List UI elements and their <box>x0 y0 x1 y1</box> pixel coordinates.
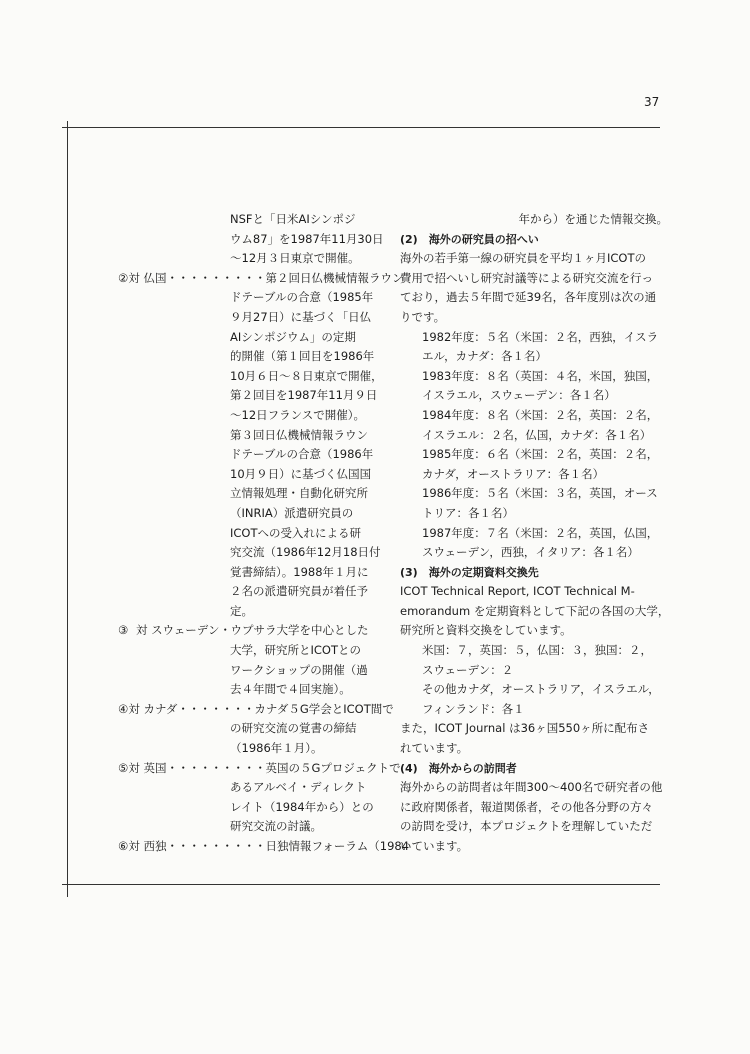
text-line: りです。 <box>400 309 446 324</box>
text-line: 研究所と資料交換をしています。 <box>400 623 572 638</box>
section-heading: (2) 海外の研究員の招へい <box>400 232 539 246</box>
footer-rule <box>62 884 660 885</box>
year-line-cont: イスラエル，スウェーデン：各１名） <box>422 388 616 403</box>
text-line: また，ICOT Journal は36ヶ国550ヶ所に配布さ <box>400 721 650 736</box>
text-line: 日独情報フォーラム（1984 <box>265 839 410 853</box>
text-line: （1986年１月）。 <box>230 741 323 756</box>
exchange-entry-france <box>118 269 404 622</box>
entry-number: ② <box>118 270 129 285</box>
text-line: ドテーブルの合意（1986年 <box>230 447 374 462</box>
exchange-entry-sweden <box>118 621 380 699</box>
text-line: ウム87」を1987年11月30日 <box>230 231 384 246</box>
exchange-entry-canada <box>118 700 394 759</box>
text-line: レイト（1984年から）との <box>230 799 374 814</box>
year-line: 1985年度：６名（米国：２名，英国：２名， <box>422 447 659 462</box>
text-line: 覚書締結）。1988年１月に <box>230 564 369 579</box>
text-line: 去４年間で４回実施）。 <box>230 682 351 697</box>
list-item-cont: スウェーデン：２ <box>422 662 514 677</box>
text-line: の研究交流の覚書の締結 <box>230 721 357 736</box>
year-line: 1983年度：８名（英国：４名，米国，独国， <box>422 368 659 383</box>
text-line: カナダ５G学会とICOT間で <box>254 701 394 716</box>
list-item-cont: フィンランド：各１ <box>422 701 525 716</box>
text-line: の訪問を受け，本プロジェクトを理解していただ <box>400 819 653 834</box>
text-line: 第２回日仏機械情報ラウン <box>265 270 404 285</box>
text-line: ワークショップの開催（過 <box>230 662 368 677</box>
text-line: 定。 <box>230 603 253 618</box>
text-line: 研究交流の討議。 <box>230 819 322 834</box>
section-heading: (3) 海外の定期資料交換先 <box>400 565 539 579</box>
section-heading: (4) 海外からの訪問者 <box>400 761 517 775</box>
entry-number: ③ <box>118 623 129 638</box>
list-item: 米国：７，英国：５，仏国：３，独国：２， <box>422 643 652 658</box>
text-line: AIシンポジウム」の定期 <box>230 329 356 344</box>
text-line: 第２回目を1987年11月９日 <box>230 388 378 403</box>
entry-country: 対 英国 <box>128 760 167 775</box>
year-line-cont: エル，カナダ：各１名） <box>422 349 548 364</box>
year-line-cont: スウェーデン，西独，イタリア：各１名） <box>422 545 639 560</box>
text-line: ドテーブルの合意（1985年 <box>230 290 374 305</box>
leader-dots: ・ <box>219 623 231 638</box>
continuation-line: 年から）を通じた情報交換。 <box>518 212 668 226</box>
year-line: 1987年度：７名（米国：２名，英国，仏国， <box>422 525 659 540</box>
year-line: 1984年度：８名（米国：２名，英国：２名， <box>422 407 659 422</box>
entry-country: 対 西独 <box>128 839 167 853</box>
year-line-cont: カナダ，オーストラリア：各１名） <box>422 466 605 481</box>
text-line: に政府関係者，報道関係者，その他各分野の方々 <box>400 799 653 814</box>
text-line: ２名の派遣研究員が着任予 <box>230 584 368 599</box>
margin-rule <box>67 121 68 897</box>
text-line: ウプサラ大学を中心とした <box>230 623 369 638</box>
leader-dots: ・・・・・・・・・ <box>166 270 266 285</box>
entry-number: ⑥ <box>118 839 129 853</box>
page-number: 37 <box>644 95 660 109</box>
text-line: あるアルベイ・ディレクト <box>230 780 367 795</box>
year-line-cont: トリア：各１名） <box>422 505 514 520</box>
text-line: 大学，研究所とICOTとの <box>230 643 361 658</box>
text-line: 立情報処理・自動化研究所 <box>230 486 368 501</box>
text-line: いています。 <box>400 839 469 853</box>
intro-entry <box>118 210 384 269</box>
year-line: 1986年度：５名（米国：３名，英国，オース <box>422 486 658 501</box>
entry-number: ④ <box>118 701 129 716</box>
text-line: ICOT Technical Report, ICOT Technical M- <box>400 584 635 599</box>
entry-country: 対 カナダ <box>128 701 178 716</box>
year-line: 1982年度：５名（米国：２名，西独，イスラ <box>422 329 659 344</box>
leader-dots: ・・・・・・・・・ <box>166 839 266 853</box>
right-column <box>400 210 668 857</box>
leader-dots: ・・・・・・・ <box>177 701 255 716</box>
text-line: れています。 <box>400 741 469 756</box>
leader-dots: ・・・・・・・・・ <box>166 760 266 775</box>
exchange-entry-uk <box>118 759 401 837</box>
text-line: ICOTへの受入れによる研 <box>230 525 361 540</box>
text-line: 海外の若手第一線の研究員を平均１ヶ月ICOTの <box>400 251 646 266</box>
text-line: （INRIA）派遣研究員の <box>230 505 354 520</box>
text-line: ており，過去５年間で延39名，各年度別は次の通 <box>400 290 657 305</box>
text-line: ～12月３日東京で開催。 <box>230 251 360 266</box>
header-rule <box>62 127 660 128</box>
entry-country: 対 仏国 <box>128 270 167 285</box>
text-line: 第３回日仏機械情報ラウン <box>230 427 368 442</box>
text-line: 費用で招へいし研究討議等による研究交流を行っ <box>400 270 653 285</box>
list-item: その他カナダ，オーストラリア，イスラエル， <box>422 682 660 697</box>
year-line-cont: イスラエル：２名，仏国，カナダ：各１名） <box>422 427 652 442</box>
left-column <box>118 210 410 857</box>
text-line: emorandum を定期資料として下記の各国の大学， <box>400 603 670 618</box>
entry-number: ⑤ <box>118 760 129 775</box>
text-line: 10月６日～８日東京で開催， <box>230 368 383 383</box>
text-line: 英国の５Gプロジェクトで <box>265 760 401 775</box>
text-line: NSFと「日米AIシンポジ <box>230 212 356 226</box>
text-line: 海外からの訪問者は年間300～400名で研究者の他 <box>400 780 663 795</box>
text-line: 的開催（第１回目を1986年 <box>230 349 375 364</box>
text-line: ９月27日）に基づく「日仏 <box>230 309 372 324</box>
exchange-entry-west-germany <box>118 837 410 857</box>
text-line: 究交流（1986年12月18日付 <box>230 545 381 560</box>
text-line: 10月９日）に基づく仏国国 <box>230 466 372 481</box>
text-line: ～12日フランスで開催）。 <box>230 407 366 422</box>
entry-country: 対 スウェーデン <box>136 623 220 638</box>
